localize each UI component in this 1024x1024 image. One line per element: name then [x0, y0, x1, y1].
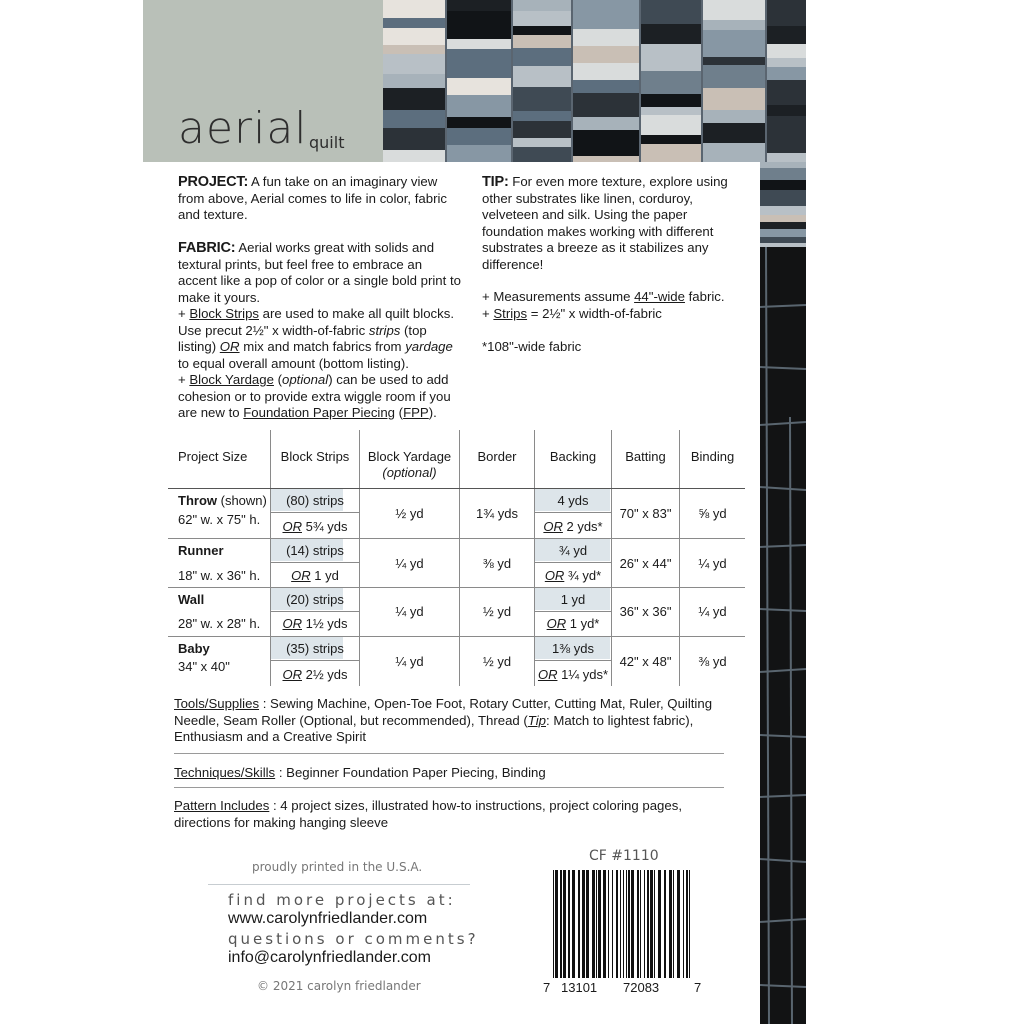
- quilt-patch: [760, 168, 806, 180]
- quilt-patch: [447, 39, 511, 49]
- strips-alt-value: 1 yd: [310, 568, 339, 583]
- tools-tip: Tip: [527, 712, 547, 728]
- barcode-bar: [683, 870, 684, 978]
- quilt-patch: [703, 143, 765, 162]
- printed-in-usa: proudly printed in the U.S.A.: [252, 860, 423, 874]
- fabric-strips-prefix: +: [178, 306, 190, 321]
- quilt-patch: [703, 110, 765, 123]
- fabric-yard-text2: ) can be used to add cohesion or to provide extra wiggle room if you are new to: [178, 372, 451, 420]
- barcode-bar: [654, 870, 655, 978]
- barcode-bar: [582, 870, 585, 978]
- fabric-section: [178, 240, 461, 422]
- fabric-yard-end: ).: [428, 405, 437, 420]
- table-row-wall-name: [178, 592, 204, 608]
- or-label: OR: [291, 568, 311, 583]
- fpp-link: Foundation Paper Piecing: [243, 405, 396, 420]
- quilt-patch: [641, 135, 701, 144]
- barcode-bar: [598, 870, 601, 978]
- header-block-yardage: [360, 449, 459, 481]
- barcode-bar: [612, 870, 613, 978]
- row-backing-alt: [535, 519, 611, 535]
- table-row-runner-name: [178, 543, 224, 559]
- quilt-patch: [383, 150, 445, 162]
- row-strips-alt: [271, 568, 359, 584]
- quilt-patch: [703, 0, 765, 20]
- quilt-patch: [767, 0, 806, 26]
- block-yardage-link: Block Yardage: [189, 372, 274, 387]
- pattern-back-cover: [143, 0, 806, 1024]
- table-subline: [271, 611, 359, 612]
- barcode-group-2: 72083: [623, 980, 660, 995]
- quilt-patch: [573, 80, 639, 93]
- title-block: [143, 0, 383, 162]
- fabric-strips-text3: mix and match fabrics from: [239, 339, 406, 354]
- barcode-bar: [689, 870, 690, 978]
- row-backing: ¾ yd: [558, 543, 588, 558]
- barcode-bar: [568, 870, 570, 978]
- quilt-patch: [641, 107, 701, 115]
- row-border: ½ yd: [482, 654, 512, 669]
- quilt-patch: [573, 93, 639, 117]
- barcode-bar: [640, 870, 641, 978]
- barcode-bar: [560, 870, 562, 978]
- barcode-bar: [572, 870, 575, 978]
- quilt-patch: [513, 147, 571, 162]
- quilt-patch: [703, 88, 765, 110]
- strips-alt-value: 1½ yds: [301, 616, 348, 631]
- quilt-patch: [760, 180, 806, 190]
- tip-section: [482, 174, 744, 356]
- fabric-label: FABRIC:: [178, 240, 236, 256]
- tip-text: For even more texture, explore using other substrates like linen, corduroy, velveteen and silk. Using the paper foundation makes working with different substrates a breeze as it stabilizes any difference!: [482, 174, 728, 272]
- row-backing: 1⅜ yds: [552, 641, 594, 656]
- wide-fabric-note: *108"-wide fabric: [482, 339, 582, 354]
- barcode-bar: [631, 870, 634, 978]
- table-subline: [535, 512, 611, 513]
- barcode-digit-left: 7: [543, 980, 551, 995]
- backing-alt-value: ¾ yd*: [564, 568, 602, 583]
- quilt-patch: [513, 11, 571, 26]
- measurement-note-2: [482, 306, 744, 323]
- quilt-patch: [703, 123, 765, 134]
- quilt-patch: [703, 134, 765, 143]
- quilt-patch: [573, 63, 639, 80]
- fabric-yard-prefix: +: [178, 372, 190, 387]
- backing-alt-value: 1 yd*: [566, 616, 600, 631]
- row-backing: 1 yd: [560, 592, 586, 607]
- email-link[interactable]: info@carolynfriedlander.com: [228, 949, 432, 966]
- barcode-digit-right: 7: [694, 980, 701, 995]
- quilt-patch: [573, 0, 639, 29]
- fabric-grid-lines: [760, 247, 806, 1024]
- row-yardage: ¼ yd: [395, 556, 424, 571]
- barcode-bar: [628, 870, 630, 978]
- quilt-patch: [383, 18, 445, 28]
- barcode-bar: [664, 870, 666, 978]
- quilt-patch: [383, 88, 445, 110]
- quilt-patch: [447, 49, 511, 78]
- quilt-patch: [767, 58, 806, 67]
- quilt-patch: [447, 145, 511, 162]
- row-batting: 26" x 44": [619, 556, 672, 571]
- table-subline: [271, 512, 359, 513]
- barcode-bar: [669, 870, 672, 978]
- row-backing-alt: [535, 568, 611, 584]
- row-backing-alt: [535, 616, 611, 632]
- quilt-patch: [641, 0, 701, 24]
- divider: [174, 753, 724, 754]
- barcode-bar: [637, 870, 639, 978]
- row-backing-alt: [535, 667, 611, 683]
- quilt-patch: [447, 128, 511, 145]
- quilt-patch: [383, 128, 445, 150]
- table-hline: [168, 587, 745, 588]
- quilt-patch: [447, 117, 511, 128]
- row-name-extra: (shown): [217, 493, 267, 508]
- tools-text2: : Match to lightest fabric), Enthusiasm and a Creative Spirit: [174, 712, 694, 744]
- row-yardage: ¼ yd: [395, 654, 424, 669]
- quilt-patch: [513, 26, 571, 35]
- barcode-bar: [658, 870, 661, 978]
- row-name: Runner: [178, 543, 224, 558]
- quilt-patch: [383, 54, 445, 74]
- barcode-bar: [644, 870, 645, 978]
- m2-prefix: +: [482, 305, 494, 321]
- questions-label: questions or comments?: [228, 930, 479, 948]
- row-dims: 28" w. x 28" h.: [178, 616, 261, 631]
- table-hline: [168, 636, 745, 637]
- project-label: PROJECT:: [178, 174, 249, 190]
- table-subline: [271, 562, 359, 563]
- table-subline: [535, 611, 611, 612]
- or-label: OR: [282, 519, 302, 534]
- pattern-title: aerial: [178, 103, 308, 154]
- project-section: [178, 174, 448, 224]
- fabric-strips-yardage: yardage: [405, 339, 453, 354]
- fabric-yard-text: (: [273, 372, 282, 387]
- table-header-line: [168, 488, 745, 489]
- quilt-patch: [641, 115, 701, 135]
- quilt-patch: [760, 215, 806, 222]
- tools-text: : Sewing Machine, Open-Toe Foot, Rotary Cutter, Cutting Mat, Ruler, Quilting Needle, Seam Roller (Optional, but recommended), Thread (: [174, 696, 713, 728]
- backing-alt-value: 1¼ yds*: [557, 667, 609, 682]
- quilt-patch: [447, 78, 511, 95]
- barcode-bar: [650, 870, 653, 978]
- barcode-bar: [553, 870, 554, 978]
- barcode-bar: [555, 870, 558, 978]
- fabric-strips-ital: strips: [368, 322, 401, 338]
- techniques-label: Techniques/Skills: [174, 765, 276, 780]
- quilt-patch: [767, 153, 806, 162]
- quilt-patch: [513, 87, 571, 111]
- quilt-patch: [767, 80, 806, 105]
- quilt-patch: [513, 121, 571, 138]
- row-strips: (35) strips: [286, 641, 344, 656]
- m2-end: = 2½" x width-of-fabric: [527, 305, 662, 321]
- or-label: OR: [543, 519, 563, 534]
- barcode-bar: [592, 870, 595, 978]
- quilt-patch: [641, 44, 701, 59]
- table-row-baby-name: [178, 641, 210, 657]
- header-binding: Binding: [690, 449, 735, 464]
- row-strips: (80) strips: [286, 493, 344, 508]
- m2-link: Strips: [493, 305, 528, 321]
- barcode-bar: [626, 870, 627, 978]
- row-border: ½ yd: [482, 604, 512, 619]
- techniques-text: : Beginner Foundation Paper Piecing, Binding: [275, 765, 546, 780]
- row-binding: ¼ yd: [698, 556, 727, 571]
- table-subline: [535, 562, 611, 563]
- m1-end: fabric.: [684, 289, 725, 304]
- barcode-bar: [608, 870, 609, 978]
- quilt-patch: [767, 105, 806, 116]
- quilt-patch: [447, 0, 511, 11]
- row-border: 1¾ yds: [476, 506, 518, 521]
- measurement-note-1: [482, 289, 744, 306]
- includes-label: Pattern Includes: [174, 798, 270, 813]
- quilt-patch: [447, 11, 511, 39]
- table-hline: [168, 538, 745, 539]
- barcode-bar: [563, 870, 566, 978]
- barcode-bar: [647, 870, 649, 978]
- header-yardage-label: Block Yardage: [367, 449, 452, 464]
- quilt-patch: [767, 137, 806, 153]
- quilt-patch: [513, 48, 571, 66]
- quilt-patch: [513, 111, 571, 121]
- divider: [174, 787, 724, 788]
- row-name: Throw: [178, 493, 217, 508]
- strips-alt-value: 5¾ yds: [301, 519, 348, 534]
- quilt-patch: [383, 0, 445, 18]
- quilt-patch: [573, 130, 639, 156]
- quilt-patch: [703, 57, 765, 65]
- quilt-patch: [573, 46, 639, 63]
- tip-label: TIP:: [482, 174, 509, 190]
- row-strips-alt: [271, 519, 359, 535]
- website-link[interactable]: www.carolynfriedlander.com: [228, 910, 428, 927]
- quilt-patch: [641, 144, 701, 162]
- row-strips: (20) strips: [286, 592, 344, 607]
- header-project-size: Project Size: [178, 449, 248, 464]
- strips-alt-value: 2½ yds: [301, 667, 348, 682]
- row-dims: 62" w. x 75" h.: [178, 512, 261, 527]
- quilt-patch: [703, 65, 765, 88]
- table-row-throw-name: [178, 493, 267, 509]
- quilt-photo-top: [383, 0, 806, 162]
- quilt-patch: [513, 0, 571, 11]
- fabric-strips-text: are used to make all quilt blocks. Use precut 2½" x width-of-fabric: [178, 306, 454, 338]
- fabric-strips-or: OR: [219, 339, 240, 354]
- barcode-bar: [686, 870, 688, 978]
- quilt-patch: [767, 26, 806, 44]
- quilt-patch: [760, 206, 806, 215]
- quilt-patch: [703, 20, 765, 30]
- quilt-patch: [573, 117, 639, 130]
- row-binding: ¼ yd: [698, 604, 727, 619]
- quilt-patch: [573, 156, 639, 162]
- m1-prefix: + Measurements assume: [482, 289, 635, 304]
- quilt-photo-side: [760, 162, 806, 247]
- barcode-bar: [616, 870, 618, 978]
- quilt-patch: [573, 29, 639, 46]
- quilt-patch: [760, 222, 806, 229]
- quilt-patch: [513, 138, 571, 147]
- pattern-subtitle: quilt: [309, 133, 345, 152]
- header-block-strips: Block Strips: [280, 449, 350, 464]
- table-subline: [271, 660, 359, 661]
- row-batting: 70" x 83": [619, 506, 672, 521]
- quilt-patch: [760, 229, 806, 237]
- quilt-patch: [513, 35, 571, 48]
- project-text: A fun take on an imaginary view from above, Aerial comes to life in color, fabric and texture.: [178, 174, 447, 222]
- row-batting: 42" x 48": [619, 654, 672, 669]
- quilt-patch: [641, 94, 701, 107]
- quilt-patch: [767, 44, 806, 58]
- find-more-label: find more projects at:: [228, 891, 456, 909]
- barcode-bar: [596, 870, 597, 978]
- fabric-strips-end: to equal overall amount (bottom listing).: [178, 355, 409, 371]
- row-strips: (14) strips: [286, 543, 344, 558]
- row-batting: 36" x 36": [619, 604, 672, 619]
- barcode-bar: [620, 870, 621, 978]
- quilt-patch: [767, 116, 806, 137]
- quilt-patch: [447, 95, 511, 117]
- fpp-abbr: FPP: [403, 405, 429, 420]
- header-yardage-note: (optional): [382, 465, 437, 480]
- fabric-text: Aerial works great with solids and textural prints, but feel free to embrace an accent like a pop of color or a single bold print to make it yours.: [178, 240, 461, 305]
- barcode-group-1: 13101: [561, 980, 598, 995]
- block-strips-link: Block Strips: [189, 306, 259, 321]
- or-label: OR: [537, 667, 558, 682]
- row-dims: 18" w. x 36" h.: [178, 568, 261, 583]
- footer-divider: [208, 884, 470, 885]
- row-name: Wall: [178, 592, 205, 607]
- quilt-patch: [767, 67, 806, 80]
- row-binding: ⅜ yd: [698, 654, 727, 669]
- quilt-patch: [641, 71, 701, 94]
- or-label: OR: [282, 667, 302, 682]
- or-label: OR: [546, 616, 567, 631]
- quilt-patch: [383, 28, 445, 45]
- quilt-patch: [641, 59, 701, 71]
- header-batting: Batting: [625, 449, 666, 464]
- table-subline: [535, 660, 611, 661]
- or-label: OR: [544, 568, 565, 583]
- includes-section: [174, 798, 734, 831]
- quilt-patch: [703, 30, 765, 57]
- backing-alt-value: 2 yds*: [562, 519, 603, 534]
- techniques-section: [174, 765, 734, 782]
- row-strips-alt: [271, 667, 359, 683]
- row-dims: 34" x 40": [178, 659, 230, 674]
- black-fabric-photo: [760, 247, 806, 1024]
- barcode: [543, 868, 701, 996]
- quilt-patch: [383, 74, 445, 88]
- tools-label: Tools/Supplies: [174, 696, 260, 711]
- fabric-yard-optional: optional: [282, 372, 329, 387]
- header-backing: Backing: [549, 449, 597, 464]
- catalog-number: CF #1110: [589, 848, 659, 864]
- or-label: OR: [282, 616, 302, 631]
- row-backing: 4 yds: [557, 493, 589, 508]
- barcode-bar: [623, 870, 624, 978]
- barcode-bar: [673, 870, 674, 978]
- barcode-bar: [603, 870, 606, 978]
- m1-link: 44"-wide: [634, 289, 685, 304]
- row-strips-alt: [271, 616, 359, 632]
- row-name: Baby: [178, 641, 210, 656]
- barcode-bar: [578, 870, 580, 978]
- quilt-patch: [760, 190, 806, 206]
- row-yardage: ¼ yd: [395, 604, 424, 619]
- row-border: ⅜ yd: [482, 556, 512, 571]
- quilt-patch: [513, 66, 571, 87]
- fabric-yard-text3: (: [395, 405, 404, 420]
- quilt-patch: [383, 45, 445, 54]
- row-yardage: ½ yd: [395, 506, 424, 521]
- fabric-strips-text2: (top listing): [178, 322, 427, 354]
- barcode-bar: [586, 870, 589, 978]
- quilt-patch: [641, 24, 701, 44]
- row-binding: ⅝ yd: [698, 506, 727, 521]
- header-border: Border: [477, 449, 517, 464]
- quilt-patch: [383, 110, 445, 128]
- barcode-bar: [677, 870, 680, 978]
- includes-text: : 4 project sizes, illustrated how-to instructions, project coloring pages, directions for making hanging sleeve: [174, 798, 682, 830]
- copyright: © 2021 carolyn friedlander: [257, 979, 421, 993]
- tools-section: [174, 696, 734, 746]
